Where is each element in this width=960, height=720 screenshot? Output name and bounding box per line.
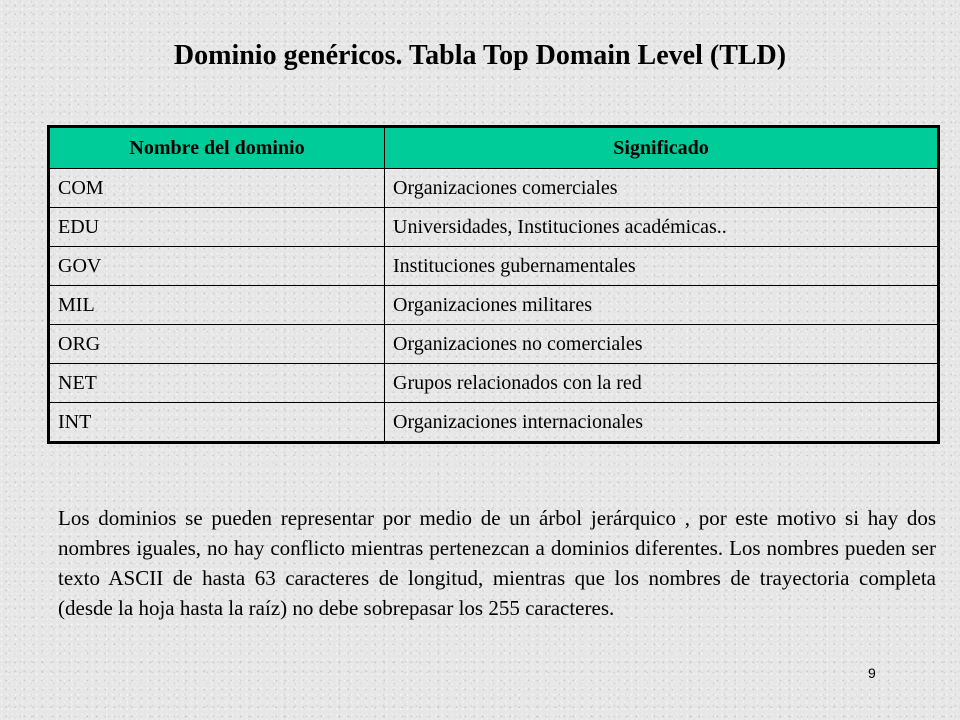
page-number: 9 (868, 665, 876, 681)
meaning-cell: Universidades, Instituciones académicas.. (385, 208, 939, 247)
meaning-cell: Organizaciones militares (385, 286, 939, 325)
header-meaning: Significado (385, 127, 939, 169)
meaning-cell: Grupos relacionados con la red (385, 364, 939, 403)
meaning-cell: Instituciones gubernamentales (385, 247, 939, 286)
table-row (49, 325, 939, 364)
table-row (49, 208, 939, 247)
domain-cell: NET (49, 364, 385, 403)
meaning-cell: Organizaciones internacionales (385, 403, 939, 443)
domain-cell: COM (49, 169, 385, 208)
meaning-cell: Organizaciones comerciales (385, 169, 939, 208)
table-row (49, 247, 939, 286)
slide-title: Dominio genéricos. Tabla Top Domain Level (TLD) (173, 40, 787, 71)
domain-cell: MIL (49, 286, 385, 325)
domain-cell: ORG (49, 325, 385, 364)
meaning-cell: Organizaciones no comerciales (385, 325, 939, 364)
domain-cell: EDU (49, 208, 385, 247)
table-row (49, 169, 939, 208)
header-domain-name: Nombre del dominio (49, 127, 385, 169)
domain-cell: GOV (49, 247, 385, 286)
table-row (49, 364, 939, 403)
table-row (49, 286, 939, 325)
body-paragraph: Los dominios se pueden representar por medio de un árbol jerárquico , por este motivo si hay dos nombres iguales, no hay conflicto mientras pertenezcan a dominios diferentes. Los nombres pueden ser texto ASCII de hasta 63 caracteres de longitud, mientras que los nombres de trayectoria completa (desde la hoja hasta la raíz) no debe sobrepasar los 255 caracteres. (58, 506, 936, 620)
domain-cell: INT (49, 403, 385, 443)
tld-table (47, 125, 940, 444)
table-row (49, 403, 939, 443)
table-header-row (49, 127, 939, 169)
